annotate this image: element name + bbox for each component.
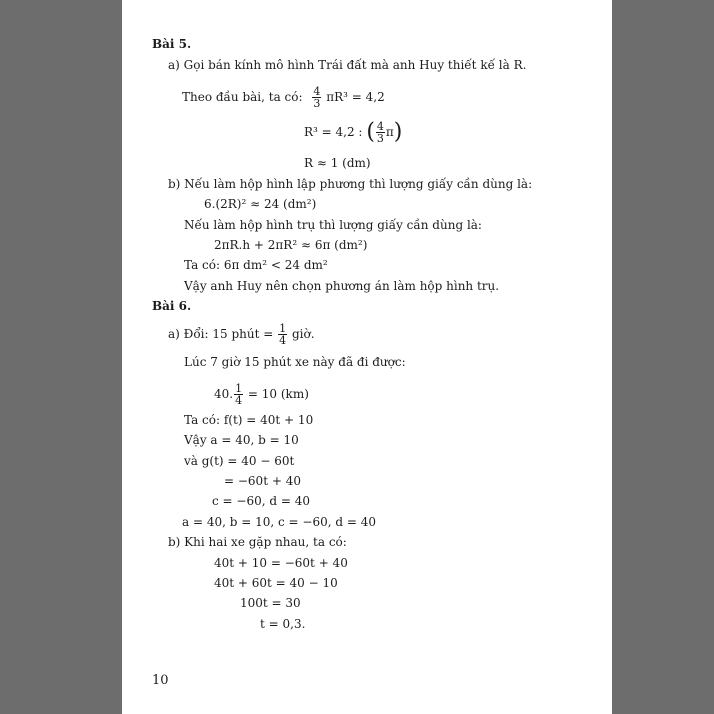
bai6-b-intro: b) Khi hai xe gặp nhau, ta có:	[168, 535, 347, 549]
bai6-title: Bài 6.	[152, 299, 192, 313]
bai6-cd-eq: c = −60, d = 40	[212, 494, 310, 508]
fraction-numerator: 1	[235, 382, 243, 395]
bai6-a-suffix: giờ.	[291, 327, 315, 341]
fraction-numerator: 1	[279, 322, 287, 335]
bai6-distance	[214, 383, 309, 406]
bai6-b-eq4: t = 0,3.	[260, 617, 306, 631]
right-background-strip	[612, 0, 714, 714]
bai6-b-eq3: 100t = 30	[240, 596, 301, 610]
one-quarter-fraction	[278, 323, 287, 346]
bai5-a-intro: a) Gọi bán kính mô hình Trái đất mà anh Huy thiết kế là R.	[168, 58, 527, 72]
dist-suffix: = 10 (km)	[247, 387, 309, 401]
right-paren: )	[393, 119, 403, 145]
bai6-g-eq2: = −60t + 40	[224, 474, 301, 488]
dist-prefix: 40.	[214, 387, 234, 401]
bai6-a-conversion	[168, 323, 315, 346]
fraction-numerator: 4	[376, 120, 384, 133]
one-quarter-fraction-2	[234, 383, 243, 406]
bai6-a-prefix: a) Đổi: 15 phút =	[168, 327, 274, 341]
bai5-b-compare: Ta có: 6π dm² < 24 dm²	[184, 258, 328, 272]
four-thirds-fraction-2	[376, 121, 385, 144]
bai6-b-eq1: 40t + 10 = −60t + 40	[214, 556, 348, 570]
bai6-ab-eq: Vậy a = 40, b = 10	[184, 433, 299, 447]
fraction-denominator: 3	[376, 132, 384, 145]
bai5-b-conclusion: Vậy anh Huy nên chọn phương án làm hộp hình trụ.	[184, 279, 500, 293]
bai5-eq2-head: R³ = 4,2 :	[304, 125, 363, 139]
page-number: 10	[152, 673, 169, 688]
bai6-f-eq: Ta có: f(t) = 40t + 10	[184, 413, 314, 427]
four-thirds-fraction	[312, 86, 321, 109]
bai5-eq1	[182, 86, 385, 109]
fraction-denominator: 4	[235, 394, 243, 407]
left-background-strip	[0, 0, 122, 714]
fraction-denominator: 3	[313, 97, 321, 110]
bai5-eq2	[304, 121, 402, 144]
bai6-a-travel: Lúc 7 giờ 15 phút xe này đã đi được:	[184, 355, 406, 369]
fraction-numerator: 4	[313, 85, 321, 98]
bai5-b-cyl: Nếu làm hộp hình trụ thì lượng giấy cần dùng là:	[184, 218, 482, 232]
bai6-b-eq2: 40t + 60t = 40 − 10	[214, 576, 338, 590]
bai5-eq1-tail: πR³ = 4,2	[326, 90, 385, 104]
bai6-g-eq: và g(t) = 40 − 60t	[184, 454, 295, 468]
document-page	[122, 0, 612, 714]
fraction-denominator: 4	[279, 334, 287, 347]
bai5-b-intro: b) Nếu làm hộp hình lập phương thì lượng giấy cần dùng là:	[168, 177, 533, 191]
left-paren: (	[366, 119, 375, 145]
bai5-b-eq2: 2πR.h + 2πR² ≈ 6π (dm²)	[214, 238, 368, 252]
bai5-theo-prefix: Theo đầu bài, ta có:	[182, 90, 303, 104]
bai5-title: Bài 5.	[152, 37, 192, 51]
bai6-all-eq: a = 40, b = 10, c = −60, d = 40	[182, 515, 376, 529]
pi-symbol: π	[385, 125, 394, 139]
bai5-eq3: R ≈ 1 (dm)	[304, 156, 371, 170]
bai5-b-eq1: 6.(2R)² ≈ 24 (dm²)	[204, 197, 317, 211]
